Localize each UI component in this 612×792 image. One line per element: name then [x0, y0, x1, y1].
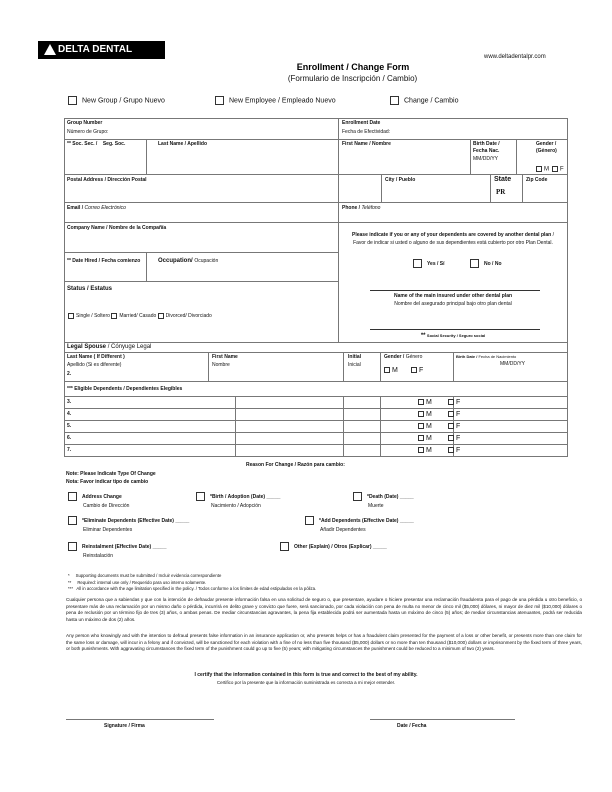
married-checkbox[interactable]	[111, 313, 156, 319]
birth-date-label: Birth Date / Fecha Nac.	[473, 141, 500, 154]
certify-statement: I certify that the information contained in this form is true and correct to the best of my ability.	[194, 672, 418, 678]
yes-checkbox[interactable]	[413, 259, 445, 268]
spouse-last-label: Last Name ( If Different )	[67, 354, 125, 360]
b-es: Fecha de Nacimiento	[478, 354, 517, 359]
label: Married/ Casado	[119, 313, 157, 320]
label: M	[426, 399, 432, 406]
b-en: Birth Date /	[456, 354, 478, 359]
form-title: Enrollment / Change Form	[296, 62, 410, 72]
label: New Group / Grupo Nuevo	[82, 97, 165, 105]
q-es: / Favor de indicar si usted o alguno de sus dependientes está cubierto por otro Plan Dental.	[353, 232, 554, 246]
phone-en: Phone /	[342, 205, 361, 211]
dependent-gender-m[interactable]	[418, 399, 432, 406]
spouse-first-label: First Name	[212, 354, 238, 360]
dependent-gender-f[interactable]	[448, 399, 460, 406]
status-options	[68, 313, 212, 319]
date-hired-label: ** Date Hired / Fecha comienzo	[67, 258, 141, 264]
label: F	[456, 447, 461, 454]
signature-line[interactable]	[66, 719, 214, 720]
logo-text: DELTA DENTAL	[58, 44, 133, 55]
dependent-row-number: 5.	[67, 423, 72, 429]
spouse-initial-label-es: Inicial	[348, 362, 361, 368]
spouse-header	[67, 344, 151, 350]
phone-es: Teléfono	[361, 205, 381, 211]
dependent-gender-f[interactable]	[448, 447, 460, 454]
spouse-es: / Cónyuge Legal	[107, 344, 152, 350]
phone-label	[342, 205, 380, 211]
reason-sub-label: Nacimiento / Adopción	[211, 503, 261, 509]
label: F	[456, 399, 461, 406]
website-url: www.deltadentalpr.com	[484, 54, 546, 60]
new-group-checkbox[interactable]	[68, 96, 165, 105]
reason-checkbox[interactable]	[68, 516, 189, 525]
occupation-label	[158, 258, 218, 264]
footnote: ** Required: internal use only / Requerido para uso interno solamente.	[68, 579, 207, 585]
reason-sub-label: Muerte	[368, 503, 384, 509]
legal-text-en: Any person who knowingly and with the intention to defraud presents false information in an insurance application or, who presents helps or has a fraudulent claim presented for the payment of a loss or other benefit, or presents more than one claim for the same loss or damage, will incur in a felony and if convicted, will be sanctioned for each violation with a fine of no less than five thousand ($5,000) dollars or no more than ten thousand ($10,000) dollars or imprisonment by the fixed term of three years, or both punishments. With aggravating circumstances the fixed term of the punishment could go up to five (5) years; with mitigating circumstances the punishment could be reduced to a minimum of two (2) years.	[66, 633, 582, 652]
reason-label: *Add Dependents (Effective Date) _____	[319, 517, 414, 524]
status-label: Status / Estatus	[67, 286, 113, 292]
state-value: PR	[496, 188, 506, 196]
no-checkbox[interactable]	[470, 259, 502, 268]
footnotes	[68, 567, 316, 592]
zip-label: Zip Code	[526, 177, 548, 183]
m-label: M	[544, 166, 549, 173]
spouse-gender-f[interactable]	[411, 367, 423, 374]
f-label: F	[560, 166, 564, 173]
spouse-birth-format: MM/DD/YY	[500, 361, 525, 367]
spouse-first-label-es: Nombre	[212, 362, 230, 368]
reason-sub-label: Eliminar Dependentes	[83, 527, 133, 533]
ss-mark: **	[420, 333, 426, 339]
group-number-label: Group Number	[67, 120, 103, 126]
label: No / No	[484, 260, 502, 267]
label: F	[419, 367, 424, 374]
reason-label: Reinstalment (Effective Date) _____	[82, 543, 167, 550]
g-es: Género	[405, 354, 423, 360]
delta-dental-logo	[38, 41, 165, 59]
ss-label: ** Soc. Sec. / Seg. Soc.	[67, 141, 126, 147]
spouse-number: 2.	[67, 371, 72, 377]
reason-checkbox[interactable]	[353, 492, 414, 501]
label: Change / Cambio	[404, 97, 459, 105]
dependent-row-number: 7.	[67, 447, 72, 453]
date-label: Date / Fecha	[397, 723, 427, 729]
label: M	[426, 411, 432, 418]
gender-label: Gender / (Género)	[536, 141, 557, 154]
delta-triangle-icon	[44, 44, 56, 55]
reason-checkbox[interactable]	[196, 492, 280, 501]
reason-note: Note: Please Indicate Type Of Change	[66, 471, 156, 477]
main-insured-label-es: Nombre del asegurado principal bajo otro plan dental	[394, 301, 512, 307]
reason-sub-label: Reinstalación	[83, 553, 114, 559]
new-employee-checkbox[interactable]	[215, 96, 336, 105]
enrollment-date-label: Enrollment Date	[342, 120, 381, 126]
reason-checkbox[interactable]	[68, 542, 166, 551]
reason-title: Reason For Change / Razón para cambio:	[246, 462, 345, 468]
dependent-gender-m[interactable]	[418, 447, 432, 454]
dependent-gender-f[interactable]	[448, 411, 460, 418]
change-checkbox[interactable]	[390, 96, 458, 105]
dependent-row-number: 3.	[67, 399, 72, 405]
divorced-checkbox[interactable]	[158, 313, 212, 319]
dependent-row-number: 6.	[67, 435, 72, 441]
footnote: * Supporting documents must be submitted / Incluir evidencia correspondiente	[68, 573, 222, 579]
label: New Employee / Empleado Nuevo	[229, 97, 336, 105]
spouse-last-label-es: Apellido (Si es diferente)	[67, 362, 122, 368]
other-plan-question	[346, 232, 560, 247]
spouse-gender-label	[384, 354, 422, 360]
label: F	[456, 423, 461, 430]
label: M	[426, 423, 432, 430]
spouse-en: Legal Spouse	[67, 344, 107, 350]
group-number-label-es: Número de Grupo:	[67, 129, 109, 135]
dependent-gender-m[interactable]	[418, 435, 432, 442]
label: M	[426, 435, 432, 442]
reason-sub-label: Cambio de Dirección	[83, 503, 130, 509]
reason-checkbox[interactable]	[305, 516, 414, 525]
gender-f-checkbox[interactable]	[552, 166, 564, 173]
email-en: Email /	[67, 205, 84, 211]
first-name-label: First Name / Nombre	[342, 141, 391, 147]
certify-statement-es: Certifico por la presente que la información suministrada es correcta a mi mejor entender.	[216, 680, 396, 685]
reason-label: *Birth / Adoption (Date) _____	[210, 493, 281, 500]
email-es: Correo Electrónico	[84, 205, 126, 211]
reason-label: *Death (Date) _____	[367, 493, 414, 500]
label: F	[456, 435, 461, 442]
email-label	[67, 205, 126, 211]
dependents-header: *** Eligible Dependents / Dependientes Elegibles	[67, 386, 183, 392]
reason-label: Address Change	[82, 493, 122, 500]
social-security-label	[338, 333, 568, 339]
q-en: Please indicate if you or any of your dependents are covered by another dental plan	[352, 232, 552, 238]
ss-text: Social Security / Seguro social	[426, 333, 486, 338]
dependent-gender-m[interactable]	[418, 411, 432, 418]
g-en: Gender /	[384, 354, 405, 360]
dependent-gender-m[interactable]	[418, 423, 432, 430]
label: F	[456, 411, 461, 418]
reason-checkbox[interactable]	[68, 492, 122, 501]
spouse-birth-label	[456, 354, 516, 359]
city-label: City / Pueblo	[385, 177, 416, 183]
reason-sub-label: Añadir Dependentes	[320, 527, 366, 533]
postal-label: Postal Address / Dirección Postal	[67, 177, 147, 183]
dependent-gender-f[interactable]	[448, 423, 460, 430]
reason-checkbox[interactable]	[280, 542, 387, 551]
main-insured-label: Name of the main insured under other dental plan	[393, 293, 513, 299]
enrollment-date-label-es: Fecha de Efectividad:	[342, 129, 391, 135]
legal-text-es: Cualquier persona que a sabiendas y que con la intención de defraudar presente información falsa en una solicitud de seguro o, que presentare, ayudare o hiciere presentar una reclamación fraudulenta para el pago de una pérdida u otro beneficio, o presentare más de una reclamación por un mismo daño o pérdida, incurrirá en delito grave y convicto que fuere, será sancionado, por cada violación con pena de multa no menor de cinco mil ($5,000) dólares, ni mayor de diez mil ($10,000) dólares o pena de reclusión por un término fijo de tres (3) años, o ambas penas. De mediar circunstancias agravantes, la pena fija establecida podrá ser aumentada hasta un máximo de cinco (5) años; de mediar circunstancias atenuantes, podrá ser reducida hasta un máximo de dos (2) años.	[66, 597, 582, 622]
dependent-row-number: 4.	[67, 411, 72, 417]
occupation-en: Occupation/	[158, 258, 193, 264]
signature-label: Signature / Firma	[104, 723, 145, 729]
reason-label: Other (Explain) / Otros (Explicar) _____	[294, 543, 387, 550]
dependent-gender-f[interactable]	[448, 435, 460, 442]
reason-label: *Eliminate Dependents (Effective Date) _____	[82, 517, 190, 524]
label: M	[392, 367, 398, 374]
date-line[interactable]	[370, 719, 515, 720]
gender-m-checkbox[interactable]	[536, 166, 549, 173]
label: M	[426, 447, 432, 454]
footnote: *** All in accordance with the age limitation specified in the policy. / Todos conforme a los límites de edad estipulados en la póliza.	[68, 585, 317, 591]
label: Single / Soltero	[76, 313, 110, 320]
reason-note-es: Nota: Favor indicar tipo de cambio	[66, 479, 149, 485]
birth-format: MM/DD/YY	[473, 156, 498, 162]
label: Yes / Sí	[427, 260, 445, 267]
company-label: Company Name / Nombre de la Compañía	[67, 225, 167, 231]
single-checkbox[interactable]	[68, 313, 110, 319]
label: Divorced/ Divorciado	[165, 313, 212, 320]
form-subtitle: (Formulario de Inscripción / Cambio)	[287, 74, 418, 83]
state-label: State	[494, 176, 512, 183]
last-name-label: Last Name / Apellido	[158, 141, 207, 147]
spouse-gender-m[interactable]	[384, 367, 398, 374]
occupation-es: Ocupación	[194, 258, 219, 264]
spouse-initial-label: Initial	[348, 354, 362, 360]
form-table	[64, 118, 568, 457]
